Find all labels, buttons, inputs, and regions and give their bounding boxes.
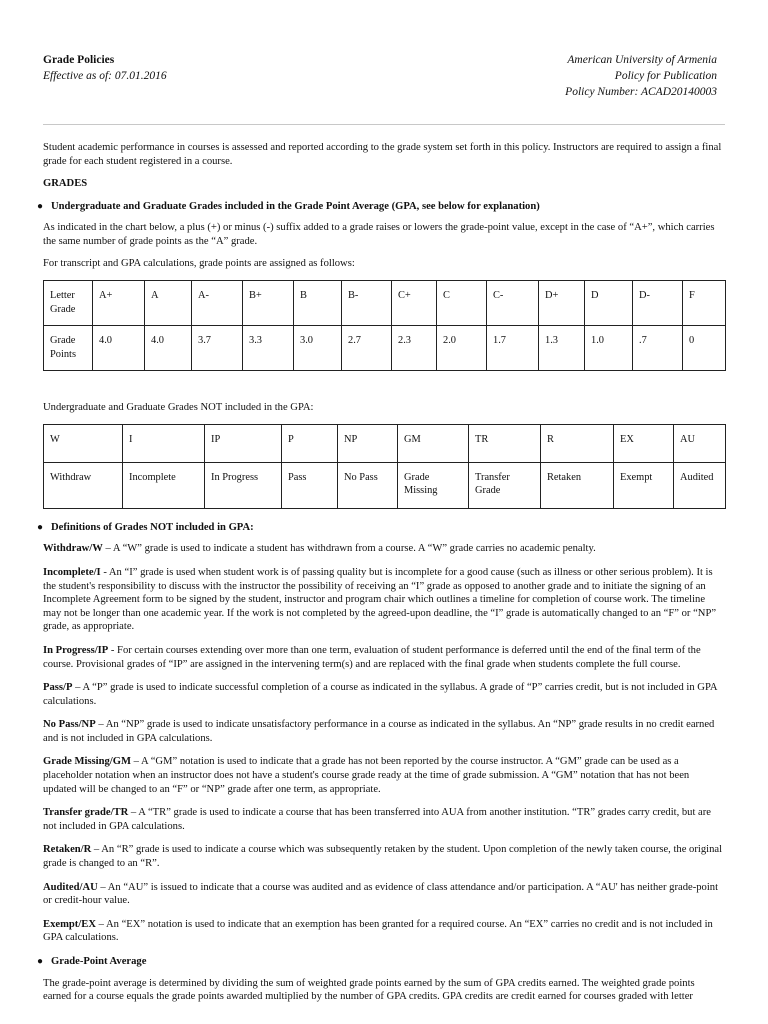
- definition-term: Transfer grade/TR: [43, 807, 129, 819]
- document-body: [37, 141, 725, 1012]
- grade-code-row: [44, 424, 726, 462]
- letter-grade-cell: D-: [633, 281, 683, 326]
- gpa-average-paragraph: The grade-point average is determined by dividing the sum of weighted grade points earned by the sum of GPA credits earned. The weighted grade points earned for a course equals the grade points awarded multiplied by the number of GPA credits. GPA credits are credit earned for courses graded with letter: [43, 977, 695, 1003]
- grade-code-cell: GM: [398, 424, 469, 462]
- gpa-table-intro: For transcript and GPA calculations, grade points are assigned as follows:: [43, 257, 355, 269]
- definition-grade-missing: [43, 755, 725, 796]
- intro-paragraph: Student academic performance in courses is assessed and reported according to the grade system set forth in this policy. Instructors are required to assign a final grade for each student registered in a course.: [43, 142, 722, 167]
- gpa-average-bullet: [37, 955, 725, 969]
- definition-term: In Progress/IP: [43, 644, 109, 656]
- non-gpa-table-intro: Undergraduate and Graduate Grades NOT included in the GPA:: [43, 402, 314, 414]
- grade-code-cell: IP: [205, 424, 282, 462]
- grades-heading: GRADES: [43, 178, 88, 190]
- grade-code-cell: EX: [614, 424, 674, 462]
- definition-in-progress: [43, 644, 725, 671]
- definition-term: Retaken/R: [43, 844, 92, 856]
- grade-points-header: Grade Points: [44, 326, 93, 371]
- definition-text: – An “EX” notation is used to indicate that an exemption has been granted for a required course. An “EX” carries no credit and is not included in GPA calculations.: [43, 918, 713, 944]
- document-title: Grade Policies: [43, 54, 115, 66]
- grade-code-cell: AU: [674, 424, 726, 462]
- grade-points-cell: 1.7: [487, 326, 539, 371]
- definition-text: – A “TR” grade is used to indicate a course that has been transferred into AUA from another institution. “TR” grades carry credit, but are not included in GPA calculations.: [43, 807, 711, 832]
- grade-points-cell: 1.0: [585, 326, 633, 371]
- letter-grade-header: Letter Grade: [44, 281, 93, 326]
- gpa-explanation-paragraph: As indicated in the chart below, a plus (+) or minus (-) suffix added to a grade raises or lowers the grade-point value, except in the case of “A+”, which carries the same number of grade points as the “A” grade.: [43, 222, 715, 247]
- letter-grade-cell: C-: [487, 281, 539, 326]
- grade-points-cell: 3.3: [243, 326, 294, 371]
- letter-grade-cell: A+: [93, 281, 145, 326]
- definition-text: - For certain courses extending over more than one term, evaluation of student performance is deferred until the end of the final term of the course. Provisional grades of “IP” are assigned in the intervening term(s) and are replaced with the final grade when students complete the full course.: [43, 644, 701, 670]
- bullet-icon: ●: [37, 200, 44, 212]
- definition-term: Exempt/EX: [43, 918, 96, 930]
- definitions-bullet: [37, 521, 725, 535]
- university-name: American University of Armenia: [567, 54, 717, 66]
- grade-points-cell: 1.3: [539, 326, 585, 371]
- letter-grade-cell: C: [437, 281, 487, 326]
- gpa-grade-table: [43, 280, 726, 371]
- grade-points-row: [44, 326, 726, 371]
- definition-no-pass: [43, 718, 725, 745]
- definition-text: – A “GM” notation is used to indicate that a grade has not been reported by the course instructor. A “GM” grade can be used as a placeholder notation when an instructor does not have a student's course grade ready at the time of grade submission. A “GM” notation that has not been updated will be changed to an “F” or “NP” grade after one term, as appropriate.: [43, 756, 690, 795]
- grade-points-cell: 3.0: [294, 326, 342, 371]
- letter-grade-cell: B+: [243, 281, 294, 326]
- definition-transfer-grade: [43, 806, 725, 833]
- letter-grade-cell: D+: [539, 281, 585, 326]
- grade-name-cell: Incomplete: [123, 462, 205, 508]
- letter-grade-cell: B-: [342, 281, 392, 326]
- grade-name-cell: Transfer Grade: [469, 462, 541, 508]
- bullet-icon: ●: [37, 956, 44, 967]
- letter-grade-cell: D: [585, 281, 633, 326]
- document-header-right: [565, 52, 717, 100]
- grade-points-cell: .7: [633, 326, 683, 371]
- definition-text: – A “P” grade is used to indicate successful completion of a course as indicated in the syllabus. A grade of “P” carries credit, but is not included in GPA calculations.: [43, 682, 717, 707]
- grade-code-cell: NP: [338, 424, 398, 462]
- definition-term: Grade Missing/GM: [43, 756, 131, 768]
- definition-withdraw: [43, 542, 725, 556]
- grade-name-cell: Exempt: [614, 462, 674, 508]
- grade-code-cell: I: [123, 424, 205, 462]
- grade-points-cell: 2.0: [437, 326, 487, 371]
- definition-text: - An “I” grade is used when student work is of passing quality but is incomplete for a good cause (such as illness or other serious problem). It is the student's responsibility to discuss with the instructor the possibility of receiving an “I” grade as opposed to another grade and to initiate the signing of an Incomplete Agreement form to be signed by the student, instructor and program chair which outlines a timeline for completion of course work. The timeline may not be longer than one academic year. If the work is not completed by the agreed-upon deadline, the “I” grade is automatically changed to an “F” or “NP” grade, as appropriate.: [43, 566, 717, 633]
- definition-text: – A “W” grade is used to indicate a student has withdrawn from a course. A “W” grade carries no academic penalty.: [102, 543, 596, 555]
- letter-grade-cell: F: [683, 281, 726, 326]
- header-divider: [43, 124, 725, 125]
- grade-name-row: [44, 462, 726, 508]
- definitions-bullet-text: Definitions of Grades NOT included in GPA:: [51, 521, 254, 533]
- letter-grade-cell: A-: [192, 281, 243, 326]
- gpa-grades-bullet-text: Undergraduate and Graduate Grades included in the Grade Point Average (GPA, see below for explanation): [51, 200, 540, 212]
- grade-code-cell: P: [282, 424, 338, 462]
- definition-exempt: [43, 918, 725, 945]
- grade-points-cell: 4.0: [93, 326, 145, 371]
- grade-points-cell: 2.3: [392, 326, 437, 371]
- grade-points-cell: 0: [683, 326, 726, 371]
- non-gpa-grade-table: [43, 424, 726, 509]
- grade-name-cell: Audited: [674, 462, 726, 508]
- document-header-left: [43, 52, 167, 84]
- grade-points-cell: 4.0: [145, 326, 192, 371]
- bullet-icon: ●: [37, 521, 44, 533]
- definition-text: – An “R” grade is used to indicate a course which was subsequently retaken by the student. Upon completion of the newly taken course, the original grade is changed to an “R”.: [43, 844, 723, 870]
- gpa-average-bullet-text: Grade-Point Average: [51, 956, 147, 967]
- grade-name-cell: No Pass: [338, 462, 398, 508]
- definition-incomplete: [43, 566, 725, 634]
- grade-points-cell: 2.7: [342, 326, 392, 371]
- definition-text: – An “NP” grade is used to indicate unsatisfactory performance in a course as indicated in the syllabus. An “NP” grade results in no credit earned and is not included in GPA calculations.: [43, 719, 715, 744]
- grade-code-cell: TR: [469, 424, 541, 462]
- definition-term: Audited/AU: [43, 881, 98, 893]
- grade-name-cell: Grade Missing: [398, 462, 469, 508]
- effective-date: Effective as of: 07.01.2016: [43, 70, 167, 82]
- grade-name-cell: Retaken: [541, 462, 614, 508]
- grade-name-cell: Pass: [282, 462, 338, 508]
- gpa-grades-bullet: [37, 200, 725, 214]
- letter-grade-row: [44, 281, 726, 326]
- publication-label: Policy for Publication: [614, 70, 717, 82]
- definition-term: Incomplete/I: [43, 566, 101, 578]
- grade-points-cell: 3.7: [192, 326, 243, 371]
- grade-name-cell: In Progress: [205, 462, 282, 508]
- definition-term: No Pass/NP: [43, 719, 96, 731]
- letter-grade-cell: B: [294, 281, 342, 326]
- letter-grade-cell: A: [145, 281, 192, 326]
- definition-pass: [43, 681, 725, 708]
- definition-audited: [43, 881, 725, 908]
- letter-grade-cell: C+: [392, 281, 437, 326]
- spacer: [43, 371, 725, 401]
- definition-text: – An “AU” is issued to indicate that a course was audited and as evidence of class attendance and/or participation. A “AU' has neither grade-point or credit-hour value.: [43, 881, 719, 907]
- grade-code-cell: W: [44, 424, 123, 462]
- definition-retaken: [43, 843, 725, 870]
- definition-term: Pass/P: [43, 682, 73, 694]
- definition-term: Withdraw/W: [43, 543, 103, 555]
- grade-name-cell: Withdraw: [44, 462, 123, 508]
- policy-number: Policy Number: ACAD20140003: [565, 86, 717, 98]
- grade-code-cell: R: [541, 424, 614, 462]
